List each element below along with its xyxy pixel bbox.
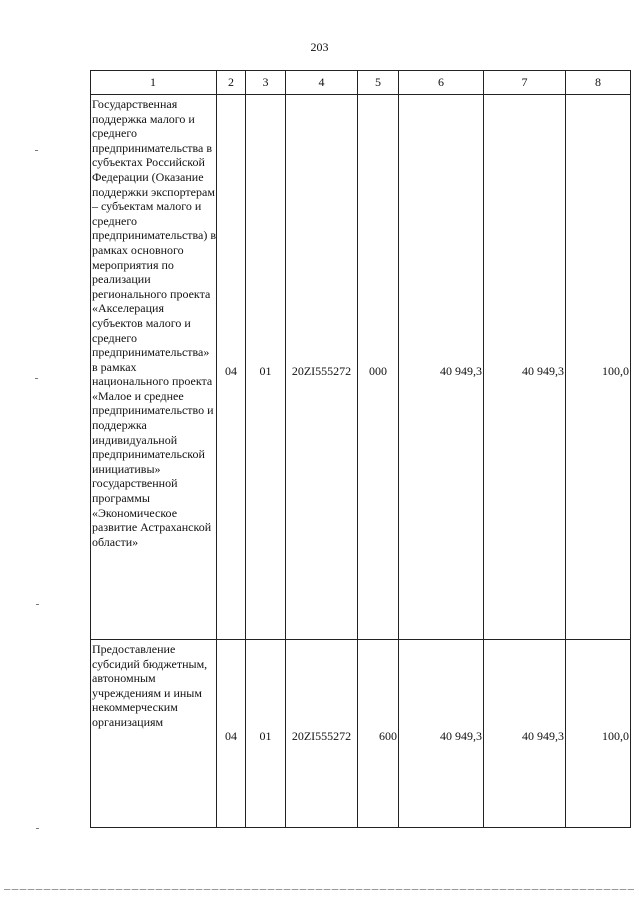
row-2-percent: 100,0 [602, 729, 629, 743]
row-2-col-2-cell [217, 640, 246, 828]
header-col-7: 7 [484, 70, 566, 95]
row-1-col-3-cell [246, 95, 286, 640]
header-col-6: 6 [399, 70, 484, 95]
row-1-actual-amount: 40 949,3 [522, 364, 564, 378]
row-1-col-2-cell [217, 95, 246, 640]
scan-mark [36, 828, 39, 829]
header-col-8: 8 [566, 70, 631, 95]
row-2-expense-type: 600 [379, 729, 397, 743]
row-1-col-6-cell [399, 95, 484, 640]
row-1-subsection: 01 [259, 364, 272, 378]
row-1-expense-type: 000 [369, 364, 387, 378]
row-2-description: Предоставление субсидий бюджетным, автономным учреждениям и иным некоммерческим организациям [90, 640, 217, 828]
row-1-col-5-cell [358, 95, 399, 640]
header-col-2: 2 [217, 70, 246, 95]
row-1-col-7-cell [484, 95, 566, 640]
row-2-target-article: 20ZI555272 [291, 729, 352, 743]
row-2-section: 04 [225, 729, 237, 743]
row-2-col-7-cell [484, 640, 566, 828]
scan-mark [36, 604, 39, 605]
row-2-col-6-cell [399, 640, 484, 828]
header-col-1: 1 [90, 70, 217, 95]
scan-mark [35, 150, 38, 151]
row-1-percent: 100,0 [602, 364, 629, 378]
row-1-col-8-cell [566, 95, 631, 640]
row-2-subsection: 01 [259, 729, 272, 743]
row-2-actual-amount: 40 949,3 [522, 729, 564, 743]
page-number: 203 [310, 40, 329, 54]
row-1-col-4-cell [286, 95, 358, 640]
row-1-planned-amount: 40 949,3 [440, 364, 482, 378]
row-2-col-8-cell [566, 640, 631, 828]
header-col-5: 5 [358, 70, 399, 95]
row-2-col-3-cell [246, 640, 286, 828]
row-2-planned-amount: 40 949,3 [440, 729, 482, 743]
budget-table [90, 70, 631, 828]
scan-edge-line [4, 889, 634, 890]
row-2-col-5-cell [358, 640, 399, 828]
row-1-description: Государственная поддержка малого и среднего предпринимательства в субъектах Российской Федерации (Оказание поддержки экспортерам – субъектам малого и среднего предпринимательства) в рамках основного мероприятия по реализации регионального проекта «Акселерация субъектов малого и среднего предпринимательства» в рамках национального проекта «Малое и среднее предпринимательство и поддержка индивидуальной предпринимательской инициативы» государственной программы «Экономическое развитие Астраханской области» [90, 95, 217, 640]
row-1-section: 04 [225, 364, 237, 378]
row-1-target-article: 20ZI555272 [291, 364, 352, 378]
row-2-col-4-cell [286, 640, 358, 828]
scan-mark [35, 378, 38, 379]
header-col-3: 3 [246, 70, 286, 95]
header-col-4: 4 [286, 70, 358, 95]
